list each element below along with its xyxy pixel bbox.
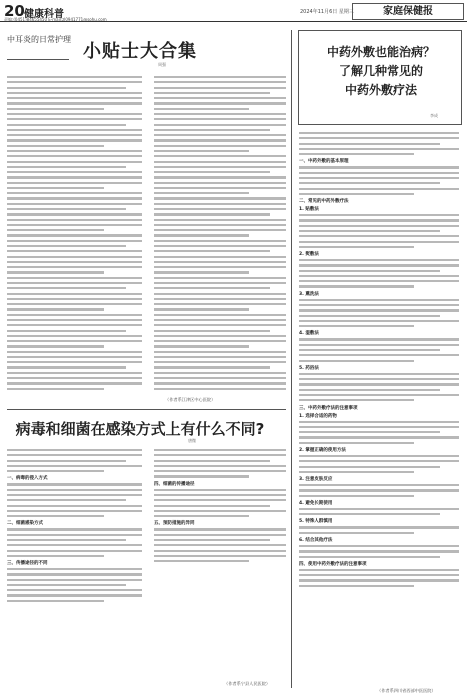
left-article-author: 周强: [158, 62, 166, 67]
method-3: 3. 熏洗法: [299, 291, 319, 297]
right-subhead-cautions: 三、中药外敷疗法的注意事项: [299, 405, 358, 411]
article-divider: [7, 409, 286, 410]
bottom-subhead-4: 四、细菌的传播途径: [154, 481, 195, 487]
editor-contact: 责编:(0451)84655450 E-mail:zl0941771@sohu.com: [4, 17, 107, 22]
page-number: 20: [4, 2, 25, 20]
bottom-subhead-2: 二、细菌感染方式: [7, 521, 43, 527]
left-title-divider: [7, 59, 69, 60]
bottom-subhead-5: 五、预防措施的异同: [154, 521, 195, 527]
caution-2: 2. 掌握正确的使用方法: [299, 447, 346, 453]
right-title-line-2: 了解几种常见的: [338, 64, 423, 78]
method-2: 2. 熨敷法: [299, 252, 319, 258]
caution-3: 3. 注意皮肤反应: [299, 477, 333, 483]
bottom-article-credit: （作者系宁县人民医院）: [224, 681, 271, 686]
left-article-kicker: 中耳炎的日常护理: [7, 35, 71, 44]
bottom-subhead-3: 三、传播途径的不同: [7, 561, 48, 567]
right-subhead-usage: 四、使用中药外敷疗法的注意事项: [299, 561, 367, 567]
bottom-subhead-1: 一、病毒的侵入方式: [7, 476, 48, 482]
method-4: 4. 湿敷法: [299, 331, 319, 337]
right-title-line-1: 中药外敷也能治病？: [326, 45, 435, 59]
right-article-author: 李成: [430, 113, 438, 118]
caution-4: 4. 避免长期使用: [299, 500, 333, 506]
bottom-article-title: 病毒和细菌在感染方式上有什么不同?: [15, 420, 265, 438]
caution-6: 6. 结合其他疗法: [299, 538, 333, 544]
method-5: 5. 药浴法: [299, 365, 319, 371]
left-article-title: 小贴士大合集: [83, 41, 197, 62]
vertical-column-divider: [291, 30, 292, 688]
right-subhead-principle: 一、中药外敷的基本原理: [299, 159, 349, 165]
page-header: [0, 0, 467, 22]
right-subhead-methods: 二、常见的中药外敷疗法: [299, 199, 349, 205]
left-article-credit: （作者系江津区中心医院）: [165, 397, 216, 402]
right-column-text: [299, 132, 459, 684]
caution-5: 5. 特殊人群慎用: [299, 519, 333, 525]
right-article-credit: （作者系四川省西部中医医院）: [377, 688, 436, 693]
left-column-text-1: [7, 76, 142, 408]
right-title-line-3: 中药外敷疗法: [344, 83, 417, 97]
method-1: 1. 贴敷法: [299, 207, 319, 213]
right-article-title-box: [298, 30, 462, 125]
caution-1: 1. 选择合适的药物: [299, 413, 337, 419]
issue-date: 2024年11月6日 星期三: [300, 9, 354, 15]
bottom-column-text-2: [154, 449, 286, 679]
left-column-text-2: [154, 76, 286, 396]
bottom-column-text-1: [7, 449, 142, 686]
section-name: 健康科普: [24, 9, 64, 20]
newspaper-name: 家庭保健报: [352, 3, 464, 20]
bottom-article-author: 唐微: [188, 438, 196, 443]
